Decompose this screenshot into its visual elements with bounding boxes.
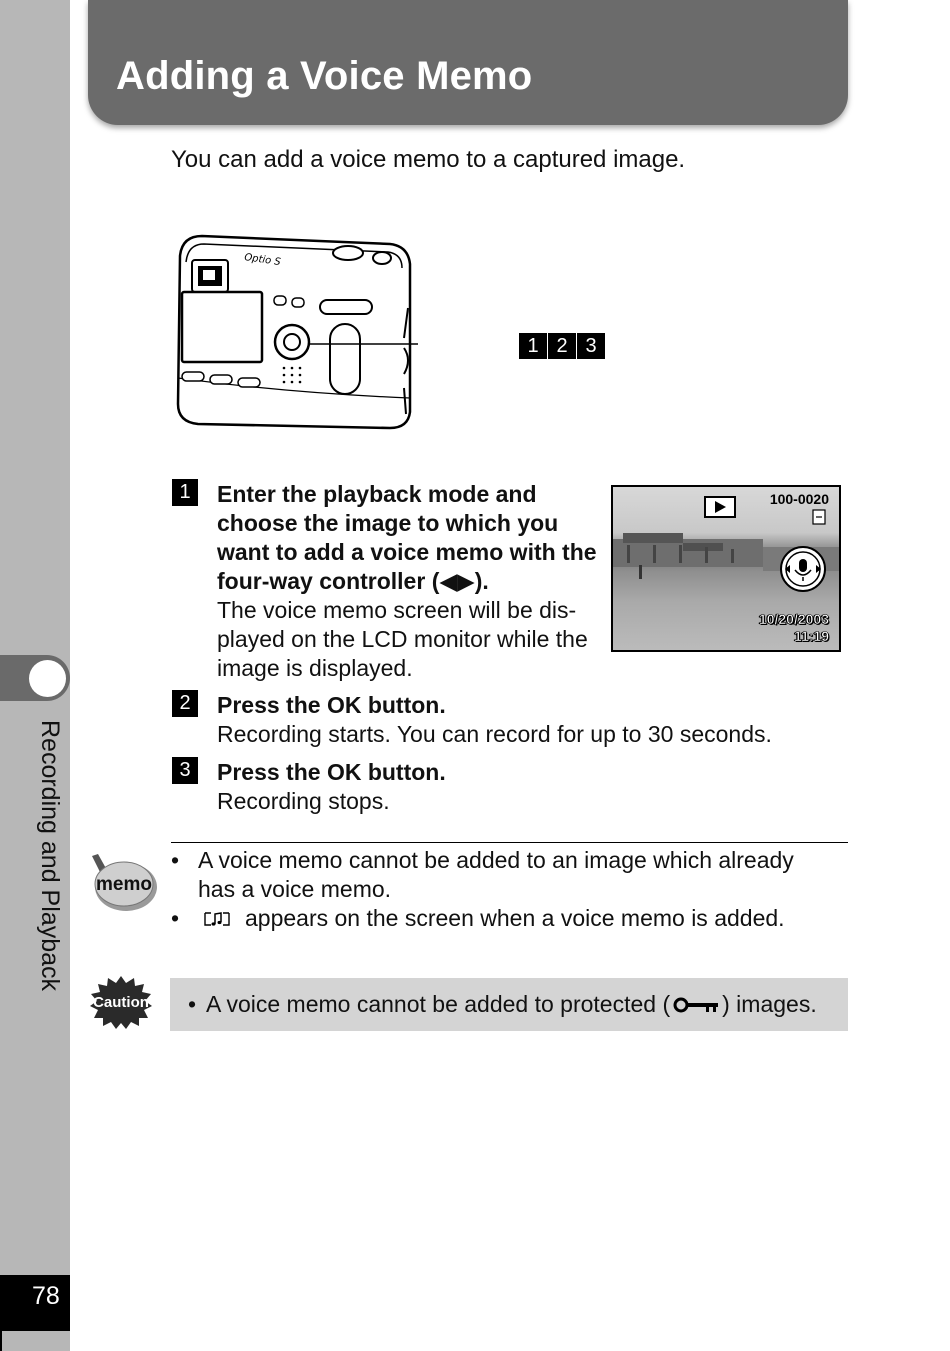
protect-key-icon xyxy=(672,996,720,1014)
memo-badge xyxy=(86,852,161,914)
step-2-number: 2 xyxy=(172,690,198,717)
lcd-time: 11:19 xyxy=(793,628,829,644)
section-label: Recording and Playback xyxy=(36,720,64,991)
caution-icon-label: Caution xyxy=(93,994,149,1011)
page-edge-mark xyxy=(0,1331,2,1351)
memo-item-1-line-2: has a voice memo. xyxy=(198,876,392,902)
memo-item-1-line-1: A voice memo cannot be added to an image which already xyxy=(198,847,794,873)
callout-step-3: 3 xyxy=(577,333,606,359)
step-2-text xyxy=(217,691,772,749)
caution-text xyxy=(206,991,817,1018)
camera-illustration xyxy=(168,228,418,443)
lcd-file-number: 100-0020 xyxy=(769,491,829,507)
step-3-text xyxy=(217,758,446,816)
memo-icon xyxy=(86,852,161,919)
step-1-body-line-1: The voice memo screen will be dis- xyxy=(217,597,577,623)
title-banner xyxy=(88,0,848,125)
memo-item-2 xyxy=(171,904,841,933)
step-1-body-line-2: played on the LCD monitor while the xyxy=(217,626,588,652)
step-2-heading: Press the OK button. xyxy=(217,692,446,718)
step-callout xyxy=(519,333,606,359)
step-1-body-line-3: image is displayed. xyxy=(217,655,413,681)
memo-divider xyxy=(171,842,848,843)
step-2-body: Recording starts. You can record for up to 30 seconds. xyxy=(217,721,772,747)
page-number: 78 xyxy=(0,1275,70,1331)
voice-memo-icon xyxy=(203,910,231,928)
step-3-body: Recording stops. xyxy=(217,788,390,814)
step-1-heading-line-2: choose the image to which you xyxy=(217,510,559,536)
caution-text-before: A voice memo cannot be added to protected ( xyxy=(206,991,671,1017)
step-1-heading-line-4: four-way controller (◀▶). xyxy=(217,568,489,594)
caution-icon xyxy=(88,975,154,1034)
step-1-heading-line-3: want to add a voice memo with the xyxy=(217,539,597,565)
intro-text: You can add a voice memo to a captured image. xyxy=(171,146,686,173)
page-title: Adding a Voice Memo xyxy=(116,54,533,98)
memo-item-2-text: appears on the screen when a voice memo is added. xyxy=(245,905,785,931)
camera-drawing xyxy=(168,228,418,438)
callout-step-1: 1 xyxy=(519,333,548,359)
caution-badge xyxy=(88,975,154,1029)
camera-brand-label: Optio S xyxy=(243,252,282,269)
sidebar-tab-circle xyxy=(29,660,66,697)
caution-text-after: ) images. xyxy=(722,991,817,1017)
callout-step-2: 2 xyxy=(548,333,577,359)
memo-icon-label: memo xyxy=(96,874,152,895)
step-3-heading: Press the OK button. xyxy=(217,759,446,785)
step-1-text xyxy=(217,480,597,683)
lcd-playback-screen xyxy=(611,485,841,652)
lcd-date: 10/20/2003 xyxy=(758,611,829,627)
memo-item-1 xyxy=(171,846,841,904)
step-1-heading-line-1: Enter the playback mode and xyxy=(217,481,537,507)
step-3-number: 3 xyxy=(172,757,198,784)
memo-list xyxy=(171,846,841,933)
step-1-number: 1 xyxy=(172,479,198,506)
caution-box xyxy=(170,978,848,1031)
